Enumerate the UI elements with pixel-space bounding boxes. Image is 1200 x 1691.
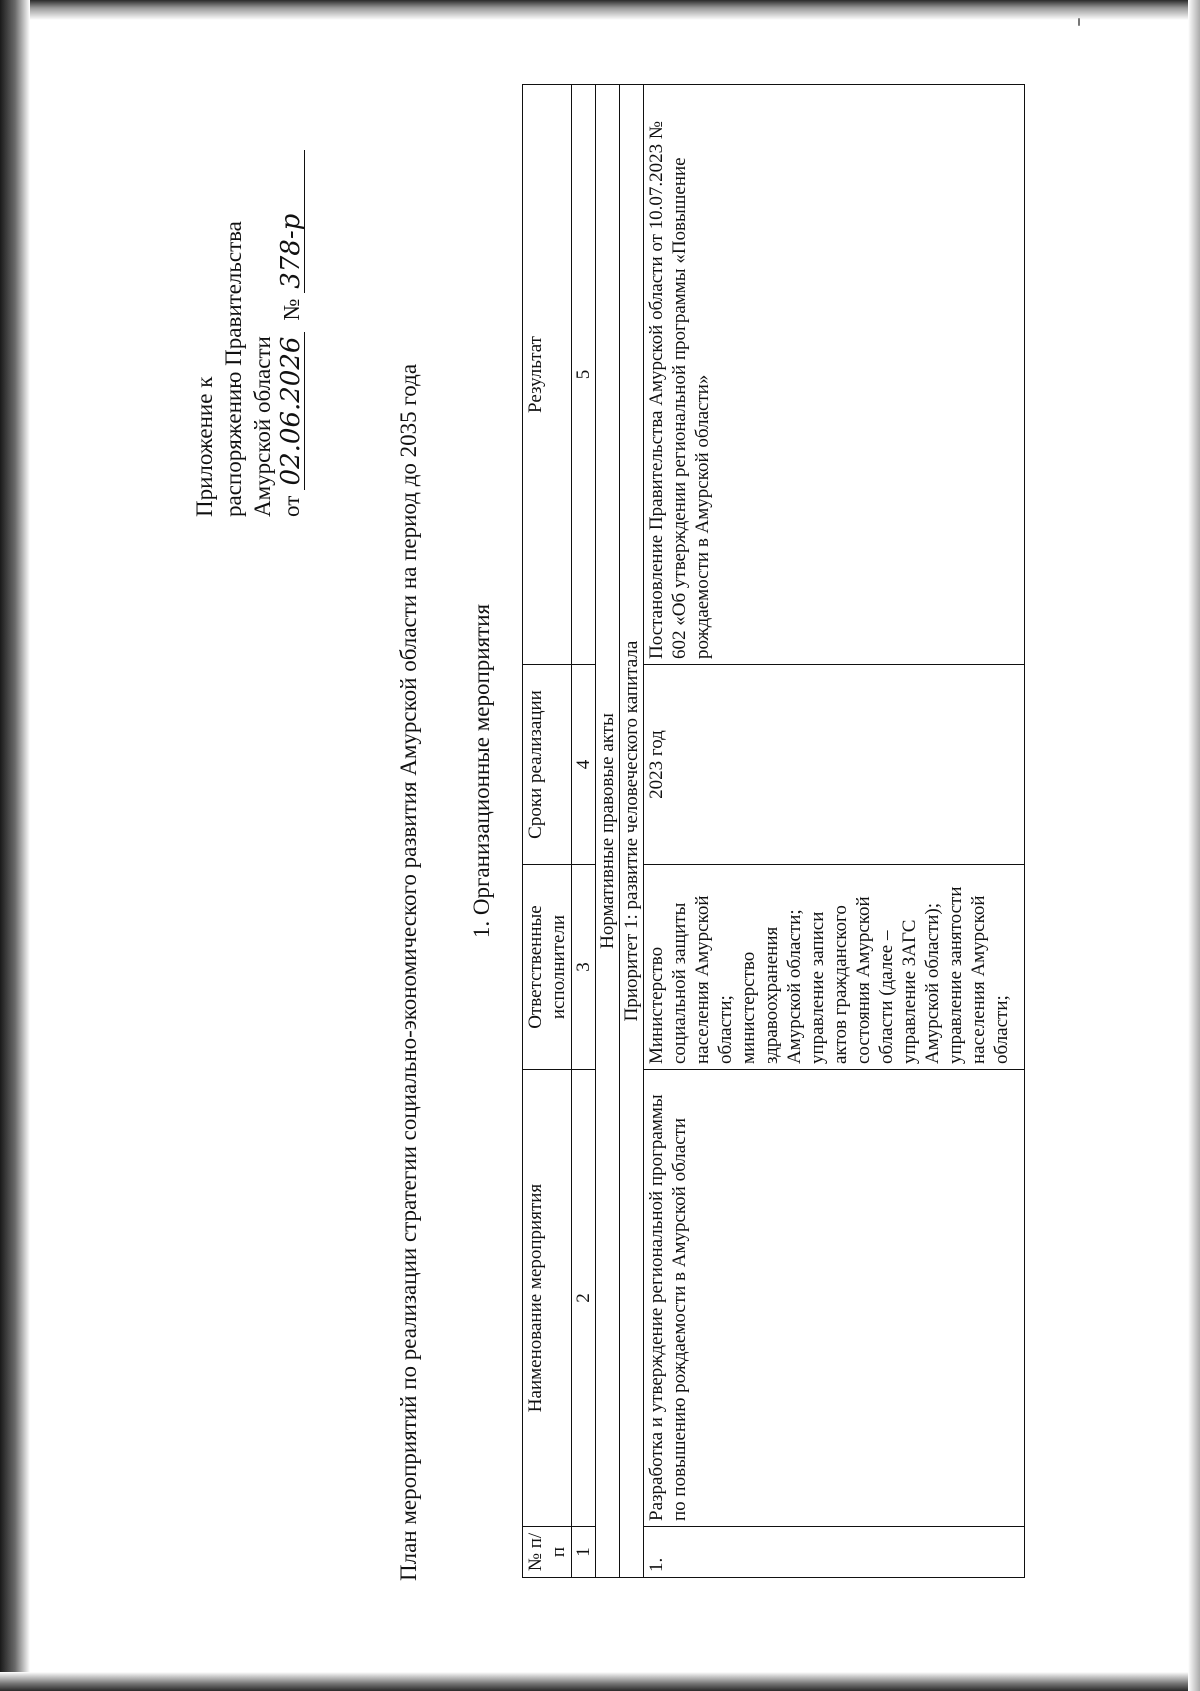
table-header-row bbox=[523, 85, 572, 1578]
executor-item: Министерство социальной защиты населения Амурской области; bbox=[646, 895, 736, 1064]
number-prefix: № bbox=[279, 298, 304, 321]
appendix-line-2: распоряжению Правительства bbox=[221, 221, 246, 517]
table-row bbox=[644, 85, 1025, 1578]
row-number: 1. bbox=[644, 1527, 1025, 1578]
subsection-row bbox=[596, 85, 620, 1578]
column-number: 1 bbox=[572, 1527, 596, 1578]
document-title: План мероприятий по реализации стратегии социально-экономического развития Амурской области на период до 2035 года bbox=[396, 363, 421, 1581]
header-executors: Ответственные исполнители bbox=[523, 865, 572, 1070]
executor-item: управление записи актов гражданского состояния Амурской области (далее – управление ЗАГС Амурской области); bbox=[807, 896, 943, 1064]
row-deadline: 2023 год bbox=[644, 665, 1025, 865]
column-number: 2 bbox=[572, 1070, 596, 1527]
appendix-block bbox=[190, 57, 306, 517]
executor-item: министерство здравоохранения Амурской области; bbox=[738, 909, 805, 1064]
column-number-row bbox=[572, 85, 596, 1578]
row-executors bbox=[644, 865, 1025, 1070]
header-name: Наименование мероприятия bbox=[523, 1070, 572, 1527]
section-title: 1. Организационные мероприятия bbox=[469, 603, 494, 939]
handwritten-number: 378-р bbox=[278, 150, 305, 293]
priority-heading: Приоритет 1: развитие человеческого капитала bbox=[620, 85, 644, 1578]
appendix-line-1: Приложение к bbox=[192, 376, 217, 517]
row-result: Постановление Правительства Амурской области от 10.07.2023 № 602 «Об утверждении региональной программы «Повышение рождаемости в Амурской области» bbox=[644, 85, 1025, 665]
subsection-heading: Нормативные правовые акты bbox=[596, 85, 620, 1578]
column-number: 3 bbox=[572, 865, 596, 1070]
date-prefix: от bbox=[279, 495, 304, 517]
plan-table bbox=[522, 84, 1025, 1578]
column-number: 4 bbox=[572, 665, 596, 865]
header-no: № п/п bbox=[523, 1527, 572, 1578]
handwritten-date: 02.06.2026 bbox=[278, 332, 305, 490]
appendix-date-line bbox=[277, 57, 306, 517]
executor-item: управление занятости населения Амурской области; bbox=[945, 886, 1012, 1064]
header-deadline: Сроки реализации bbox=[523, 665, 572, 865]
appendix-line-3: Амурской области bbox=[250, 336, 275, 517]
priority-row bbox=[620, 85, 644, 1578]
header-result: Результат bbox=[523, 85, 572, 665]
column-number: 5 bbox=[572, 85, 596, 665]
row-activity-name: Разработка и утверждение региональной программы по повышению рождаемости в Амурской области bbox=[644, 1070, 1025, 1527]
